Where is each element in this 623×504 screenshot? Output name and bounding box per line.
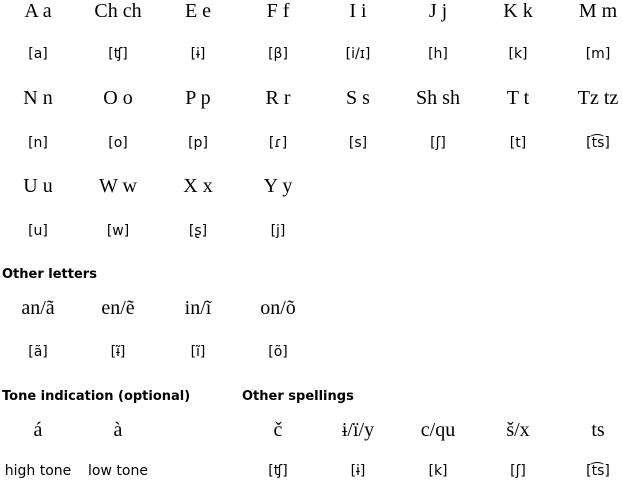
letter: ɨ/ï/y [341,419,375,441]
ipa-value: [β] [268,46,288,62]
ipa-value: [k] [428,463,448,479]
ipa-value: [k] [508,46,528,62]
letter: A a [24,0,52,22]
ipa-value: [o] [108,135,128,151]
ipa-value: [ĩ] [190,344,206,360]
tone-letter: á [33,419,43,441]
ipa-value: [j] [270,223,286,239]
letter: W w [99,175,137,197]
letter: F f [266,0,290,22]
tone-heading: Tone indication (optional) [2,389,191,404]
ipa-value: [t͡s] [586,135,610,151]
ipa-value: [a] [28,46,48,62]
ipa-value: [m] [585,46,611,62]
letter: J j [428,0,448,22]
letter: c/qu [420,419,456,441]
ipa-value: [t͡s] [586,463,610,479]
ipa-value: [ʧ] [108,46,128,62]
ipa-value: [ɾ] [268,135,288,151]
letter: T t [506,87,530,109]
letter: on/õ [260,297,296,319]
letter: U u [23,175,53,197]
ipa-value: [n] [28,135,48,151]
letter: X x [183,175,213,197]
ipa-value: [s] [348,135,368,151]
ipa-value: [ʃ] [510,463,526,479]
letter: Tz tz [577,87,619,109]
letter: in/ĩ [184,297,212,319]
letter: š/x [506,419,530,441]
ipa-value: [ɨ̃] [110,344,126,360]
ipa-value: [ʃ] [430,135,446,151]
letter: Y y [263,175,293,197]
ipa-value: [w] [106,223,130,239]
other-spellings-heading: Other spellings [242,389,354,404]
letter: ts [591,419,605,441]
ipa-value: [ɨ] [190,46,206,62]
tone-description: low tone [88,463,148,479]
letter: an/ã [21,297,55,319]
ipa-value: [h] [428,46,448,62]
ipa-value: [t] [509,135,527,151]
ipa-value: [i/ɪ] [345,46,371,62]
letter: N n [23,87,53,109]
ipa-value: [õ] [268,344,288,360]
ipa-value: [ʧ] [268,463,288,479]
tone-letter: à [113,419,123,441]
letter: R r [265,87,291,109]
letter: M m [578,0,618,22]
ipa-value: [ɨ] [350,463,366,479]
letter: P p [185,87,211,109]
letter: E e [184,0,212,22]
letter: K k [503,0,533,22]
ipa-value: [p] [188,135,208,151]
other-letters-heading: Other letters [2,267,97,282]
ipa-value: [ʂ] [188,223,208,239]
letter: Ch ch [94,0,142,22]
ipa-value: [u] [28,223,48,239]
letter: en/ẽ [101,297,135,319]
ipa-value: [ã] [28,344,48,360]
letter: I i [349,0,367,22]
letter: č [273,419,283,441]
letter: S s [346,87,370,109]
tone-description: high tone [4,463,72,479]
letter: Sh sh [416,87,460,109]
letter: O o [103,87,133,109]
